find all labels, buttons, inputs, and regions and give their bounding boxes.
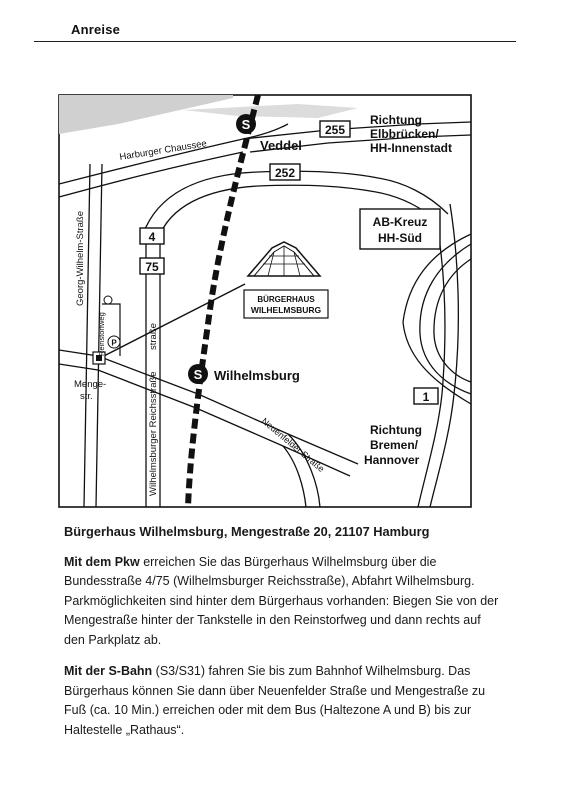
reichsstrasse-upper-label: straße — [148, 323, 159, 350]
ab-kreuz-box — [360, 209, 440, 249]
ab-kreuz-label-1: AB-Kreuz — [372, 215, 428, 229]
mengestr-label-1: Menge- — [74, 379, 107, 390]
richtung-elbbruecken-1: Richtung — [370, 113, 422, 127]
buergerhaus-label-2: WILHELMSBURG — [250, 305, 322, 315]
car-directions-text: erreichen Sie das Bürgerhaus Wilhelmsburg über die Bundesstraße 4/75 (Wilhelmsburger Reichsstraße), Abfahrt Wilhelmsburg. Parkmöglichkeiten sind hinter dem Bürgerhaus vorhanden: Biegen Sie von der Mengestraße hinter der Tankstelle in den Reinstorfweg und dann rechts auf den Parkplatz ab. — [64, 554, 499, 647]
svg-text:1: 1 — [422, 390, 430, 404]
richtung-elbbruecken-3: HH-Innenstadt — [370, 141, 452, 155]
richtung-bremen-3: Hannover — [364, 453, 420, 467]
ab-kreuz-label-2: HH-Süd — [378, 231, 422, 245]
map-drawing — [58, 94, 472, 508]
richtung-bremen-2: Bremen/ — [370, 438, 419, 452]
georg-wilhelm-strasse-label: Georg-Wilhelm-Straße — [75, 210, 86, 306]
header-divider — [34, 41, 516, 42]
route-1-box — [414, 388, 438, 404]
route-252-box — [270, 164, 300, 180]
s-symbol-veddel: S — [241, 117, 251, 132]
veddel-label: Veddel — [260, 138, 302, 153]
car-directions — [64, 553, 504, 651]
reinstorfweg-label: Reinstorfweg — [97, 312, 106, 356]
route-4-box — [140, 228, 164, 244]
svg-text:4: 4 — [148, 230, 156, 244]
train-directions-lead: Mit der S-Bahn — [64, 664, 153, 678]
directions-text — [64, 522, 504, 752]
page-title: Anreise — [71, 22, 121, 37]
svg-text:255: 255 — [324, 123, 346, 137]
svg-text:252: 252 — [274, 166, 296, 180]
parking-label: P — [111, 338, 117, 348]
neuenfelder-strasse-label: Neuenfelder Straße — [259, 415, 327, 475]
richtung-elbbruecken-2: Elbbrücken/ — [370, 127, 439, 141]
route-255-box — [320, 121, 350, 137]
svg-text:75: 75 — [145, 260, 159, 274]
directions-map — [58, 94, 472, 508]
wilhelmsburger-reichsstrasse-label: Wilhelmsburger Reichsstraße — [148, 371, 159, 496]
route-75-box — [140, 258, 164, 274]
richtung-bremen-1: Richtung — [370, 423, 422, 437]
car-directions-lead: Mit dem Pkw — [64, 554, 140, 569]
address: Bürgerhaus Wilhelmsburg, Mengestraße 20, 21107 Hamburg — [64, 524, 430, 539]
harburger-chaussee-label: Harburger Chaussee — [118, 138, 208, 163]
buergerhaus-label-1: BÜRGERHAUS — [257, 295, 315, 304]
wilhelmsburg-label: Wilhelmsburg — [214, 368, 300, 383]
train-directions-text: (S3/S31) fahren Sie bis zum Bahnhof Wilhelmsburg. Das Bürgerhaus können Sie dann über Neuenfelder Straße und Mengestraße zu Fuß (ca. 10 Min.) erreichen oder mit dem Bus (Haltezone A und B) bis zur Haltestelle „Rathaus“. — [64, 664, 486, 737]
mengestr-label-2: str. — [80, 391, 93, 402]
s-symbol-wilhelmsburg: S — [193, 367, 203, 382]
train-directions — [64, 662, 504, 740]
